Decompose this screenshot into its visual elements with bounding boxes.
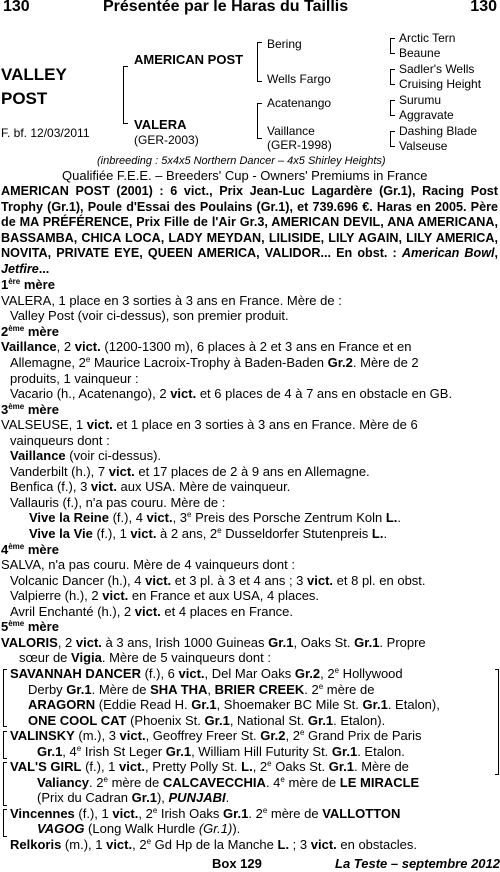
t: , Del Mar Oaks	[204, 665, 295, 681]
t: , National St.	[229, 712, 308, 728]
pedigree-bracket-g3-4	[390, 131, 395, 147]
t: (f.), 1	[74, 805, 113, 821]
sire-text: AMERICAN POST (2001) : 6 vict., Prix Jean-Luc Lagardère (Gr.1), Racing Post Trophy (Gr.1), Poule d'Essai des Poulains (Gr.1), et 739.696 €. Haras en 2005. Père de MA PRÉFÉRENCE, Prix Fille de l'Air Gr.3, AMERICAN DEVIL, ANA AMERICANA, BASSAMBA, CHICA LOCA, LADY MEYDAN, LILISIDE, LILY AGAIN, LILY AMERICA, NOVITA, PRIVATE EYE, QUEEN AMERICA, VALIDOR... En obst. :	[1, 184, 498, 261]
t: , 2	[57, 634, 76, 650]
t: , 2	[320, 665, 335, 681]
vict: vict.	[178, 665, 205, 681]
footer-box: Box 129	[212, 856, 262, 871]
n: SHA THA	[150, 681, 208, 697]
fourth-dam-line: SALVA, n'a pas couru. Mère de 4 vainqueurs dont :	[1, 557, 295, 573]
third-dam-produce-5	[1, 510, 498, 526]
grade: L.	[277, 836, 290, 852]
grade: Gr.1	[66, 681, 92, 697]
pedigree-body	[1, 184, 498, 853]
t: . Mère de	[354, 759, 409, 775]
third-dam-produce-4: Vallauris (f.), n'a pas couru. Mère de :	[10, 494, 226, 510]
t: et 8 pl. en obst.	[333, 572, 426, 588]
fourth-dam-heading	[1, 542, 498, 558]
valsgirl-line-2	[1, 775, 498, 791]
sup: e	[187, 510, 192, 520]
vict: vict.	[307, 572, 334, 588]
t: Valpierre (h.), 2	[10, 588, 103, 604]
t: (f.), 6	[140, 665, 179, 681]
first-dam-produce: Valley Post (voir ci-dessus), son premier produit.	[10, 308, 289, 324]
n: SAVANNAH DANCER	[10, 665, 141, 681]
t: ).	[232, 821, 241, 837]
n: VALINSKY	[10, 728, 75, 744]
heading-text: mère	[20, 277, 55, 293]
grade: L.	[371, 526, 384, 542]
t: Irish St Leger	[81, 743, 166, 759]
vict: vict.	[145, 572, 172, 588]
t: . 2	[89, 774, 104, 790]
n: VAL'S GIRL	[10, 759, 82, 775]
t: , 4	[62, 743, 77, 759]
t: Avril Enchanté (h.), 2	[10, 603, 135, 619]
t: , 3	[172, 510, 188, 526]
t: mère de	[323, 681, 375, 697]
t: Grand Prix de Paris	[304, 728, 422, 744]
t: ),	[156, 790, 169, 806]
t: Gd Hp de la Manche	[151, 836, 278, 852]
t: , 2	[132, 836, 147, 852]
t: , Pretty Polly St.	[145, 759, 242, 775]
pedigree-g3-1: Arctic Tern	[399, 31, 456, 45]
first-dam-heading	[1, 277, 498, 293]
n: Relkoris	[10, 836, 62, 852]
grade: (Gr.1)	[198, 821, 233, 837]
horse-name-line1: VALLEY	[1, 65, 67, 84]
t: (1200-1300 m), 6 places à 2 et 3 ans en France et en	[100, 339, 412, 355]
third-dam-line-2: vainqueurs dont :	[10, 432, 110, 448]
grade: Gr.1	[362, 697, 388, 713]
pedigree-dam-sire: Acatenango	[267, 96, 332, 110]
n: PUNJABI	[168, 790, 226, 806]
n: Valiancy	[37, 774, 90, 790]
t: Maurice Lacroix-Trophy à Baden-Baden	[90, 355, 328, 371]
pedigree-g3-4: Cruising Height	[399, 77, 482, 91]
vict: vict.	[102, 588, 129, 604]
t: , Geoffrey Freer St.	[145, 728, 261, 744]
t: ; 3	[289, 836, 311, 852]
t: Derby	[28, 681, 67, 697]
t: Benfica (f.), 3	[10, 479, 91, 495]
t: ,	[207, 681, 215, 697]
sup: e	[267, 759, 272, 769]
pedigree-g3-7: Dashing Blade	[399, 124, 478, 138]
sire-sep: ,	[494, 246, 498, 261]
first-dam-line: VALERA, 1 place en 3 sorties à 3 ans en France. Mère de :	[1, 292, 342, 308]
pedigree-bracket-g3-3	[390, 100, 395, 116]
sup: e	[85, 355, 91, 365]
vict: vict.	[130, 526, 157, 542]
vict: vict.	[106, 836, 133, 852]
t: Hollywood	[339, 665, 403, 681]
t: , William Hill Futurity St.	[191, 743, 332, 759]
savannah-line-4	[1, 713, 498, 729]
t: à 2 ans, 2	[156, 526, 218, 542]
sire-obst-1: American Bowl	[401, 246, 495, 261]
pedigree-bracket-g3-2	[390, 69, 395, 85]
t: et 1 place en 3 sorties à 3 ans en France. Mère de 6	[112, 417, 418, 433]
grade: Gr.2	[294, 665, 321, 681]
sup: e	[217, 526, 222, 536]
valsgirl-line-3	[1, 790, 498, 806]
grade: Gr.1	[165, 743, 192, 759]
horse-info: F. bf. 12/03/2011	[1, 126, 90, 140]
t: . 2	[248, 805, 263, 821]
pedigree-g3-2: Beaune	[399, 46, 441, 60]
qualification-note: Qualifiée F.E.E. – Breeders' Cup - Owners' Premiums in France	[62, 168, 428, 183]
t: mère de	[284, 774, 340, 790]
n: ONE COOL CAT	[28, 712, 127, 728]
t: (Eddie Read H.	[95, 697, 192, 713]
fourth-dam-produce-1	[1, 573, 498, 589]
second-dam-line	[1, 339, 498, 355]
pedigree-bracket-g3-1	[390, 38, 395, 54]
n: VALORIS	[1, 634, 58, 650]
vict: vict.	[75, 634, 102, 650]
t: , 2	[56, 339, 75, 355]
vincennes-line-2	[1, 821, 498, 837]
page-number-left: 130	[3, 0, 30, 15]
sup: e	[152, 805, 158, 815]
valsgirl-line-1	[1, 759, 498, 775]
t: mère de	[107, 774, 163, 790]
vict: vict.	[310, 836, 337, 852]
vict: vict.	[74, 339, 101, 355]
grade: Gr.1	[268, 634, 294, 650]
t: (Prix du Cadran	[37, 790, 132, 806]
t: (m.), 3	[74, 728, 120, 744]
t: , 2	[252, 759, 268, 775]
t: (f.), 1	[81, 759, 120, 775]
pedigree-g3-3: Sadler's Wells	[399, 62, 475, 76]
vict: vict.	[119, 728, 146, 744]
grade: Gr.1	[223, 805, 249, 821]
t: en France et aux USA, 4 places.	[128, 588, 320, 604]
pedigree-sire-sire: Bering	[267, 37, 302, 51]
t: . Mère de 2	[352, 355, 419, 371]
heading-text: mère	[24, 401, 59, 417]
pedigree-dam-origin: (GER-2003)	[134, 133, 199, 147]
right-bracket	[495, 669, 499, 775]
t: Volcanic Dancer (h.), 4	[10, 572, 146, 588]
fifth-dam-line	[1, 635, 498, 651]
grade: Gr.1	[37, 743, 63, 759]
t: et 4 places en France.	[160, 603, 294, 619]
sup: e	[262, 805, 268, 815]
n: Vive la Reine	[29, 510, 109, 526]
savannah-line-3	[1, 697, 498, 713]
heading-text: mère	[24, 541, 59, 557]
savannah-line-2	[1, 682, 498, 698]
n: LE MIRACLE	[339, 774, 420, 790]
n: VALLOTTON	[322, 805, 401, 821]
sire-obst-2: Jetfire	[1, 261, 39, 276]
t: (voir ci-dessus).	[65, 448, 162, 464]
vict: vict.	[112, 805, 139, 821]
dam-name: Vaillance	[1, 339, 57, 355]
third-dam-line	[1, 417, 498, 433]
pedigree-dam-dam: Vaillance	[267, 124, 315, 138]
n: Vincennes	[10, 805, 75, 821]
n: Vaillance	[10, 448, 66, 464]
pedigree-g3-5: Surumu	[399, 93, 442, 107]
t: (f.), 4	[108, 510, 147, 526]
t: .	[225, 790, 230, 806]
t: en obstacles.	[336, 836, 417, 852]
heading-sup: ème	[8, 541, 25, 551]
t: VALSEUSE, 1	[1, 417, 87, 433]
t: . 2	[304, 681, 319, 697]
t: et 3 pl. à 3 et 4 ans ; 3	[171, 572, 308, 588]
heading-text: mère	[24, 619, 59, 635]
heading-sup: ème	[8, 401, 25, 411]
grade: Gr.1	[331, 743, 358, 759]
vict: vict.	[170, 386, 197, 402]
grade: L.	[385, 510, 398, 526]
t: (Long Walk Hurdle	[84, 821, 199, 837]
t: , 2	[138, 805, 153, 821]
fifth-dam-produce-block	[1, 666, 498, 853]
grade: Gr.1	[307, 712, 334, 728]
n: BRIER CREEK	[214, 681, 305, 697]
t: (m.), 1	[61, 836, 107, 852]
third-dam-heading	[1, 402, 498, 418]
third-dam-produce-1	[1, 448, 498, 464]
grade: Gr.2	[327, 355, 353, 371]
heading-num: 1	[1, 277, 9, 293]
inbreeding-note: (inbreeding : 5x4x5 Northern Dancer – 4x5 Shirley Heights)	[97, 155, 386, 167]
t: Preis des Porsche Zentrum Koln	[191, 510, 386, 526]
vict: vict.	[146, 510, 173, 526]
t: . Mère de 5 vainqueurs dont :	[101, 650, 271, 666]
pedigree-bracket-sire	[257, 42, 262, 82]
t: . Propre	[379, 634, 426, 650]
pedigree-g3-8: Valseuse	[399, 139, 448, 153]
t: .	[383, 526, 388, 542]
t: Vanderbilt (h.), 7	[10, 463, 109, 479]
sup: e	[76, 743, 82, 753]
fourth-dam-produce-2	[1, 588, 498, 604]
fifth-dam-heading	[1, 619, 498, 635]
vict: vict.	[86, 417, 113, 433]
page-title: Présentée par le Haras du Taillis	[103, 0, 349, 15]
pedigree-bracket-main	[123, 66, 128, 124]
sire-ellipsis: ...	[38, 261, 50, 276]
t: . 4	[265, 774, 281, 790]
fifth-dam-line-2	[1, 650, 498, 666]
n: VAGOG	[37, 821, 85, 837]
n: Vive la Vie	[29, 526, 93, 542]
heading-num: 5	[1, 619, 9, 635]
t: aux USA. Mère de vainqueur.	[116, 479, 291, 495]
heading-sup: ème	[8, 619, 25, 629]
page-number-right: 130	[470, 0, 497, 15]
third-dam-produce-2	[1, 464, 498, 480]
heading-sup: ère	[8, 277, 21, 287]
t: Dusseldorfer Stutenpreis	[221, 526, 372, 542]
valsgirl-bracket	[3, 762, 7, 806]
heading-num: 3	[1, 401, 9, 417]
footer-venue-date: La Teste – septembre 2012	[335, 856, 500, 871]
vict: vict.	[108, 463, 135, 479]
vict: vict.	[90, 479, 117, 495]
sup: e	[103, 774, 108, 784]
third-dam-produce-3	[1, 479, 498, 495]
t: (Phoenix St.	[126, 712, 205, 728]
second-dam-line-2	[1, 355, 498, 371]
t: Irish Oaks	[157, 805, 224, 821]
t: mère de	[267, 805, 323, 821]
second-dam-heading	[1, 324, 498, 340]
t: . Etalon),	[387, 697, 440, 713]
vict: vict.	[134, 603, 161, 619]
t: et 6 places de 4 à 7 ans en obstacle en GB.	[196, 386, 453, 402]
sup: e	[318, 681, 324, 691]
sup: e	[299, 728, 305, 738]
heading-sup: ème	[8, 323, 25, 333]
t: .	[397, 510, 402, 526]
t: , 2	[285, 728, 300, 744]
sire-paragraph	[1, 184, 498, 277]
t: et 17 places de 2 à 9 ans en Allemagne.	[134, 463, 370, 479]
vincennes-line-1	[1, 806, 498, 822]
t: à 3 ans, Irish 1000 Guineas	[101, 634, 269, 650]
sup: e	[334, 665, 340, 675]
t: . Etalon.	[357, 743, 405, 759]
t: sœur de	[19, 650, 72, 666]
sup: e	[280, 774, 285, 784]
heading-text: mère	[24, 323, 59, 339]
pedigree-sire: AMERICAN POST	[134, 52, 244, 67]
second-dam-produce	[1, 386, 498, 402]
pedigree-g3-6: Aggravate	[399, 108, 454, 122]
horse-name-line2: POST	[1, 89, 48, 108]
third-dam-produce-6	[1, 526, 498, 542]
second-dam-line-3: produits, 1 vainqueur :	[10, 370, 139, 386]
valinsky-bracket	[3, 731, 7, 759]
t: (f.), 1	[92, 526, 131, 542]
grade: Gr.2	[260, 728, 286, 744]
t: Oaks St.	[271, 759, 329, 775]
pedigree-dam-dam-origin: (GER-1998)	[267, 138, 332, 152]
relkoris-line	[1, 837, 498, 853]
grade: Gr.1	[131, 790, 157, 806]
vincennes-bracket	[3, 809, 7, 837]
valinsky-line-2	[1, 744, 498, 760]
n: CALCAVECCHIA	[162, 774, 266, 790]
valinsky-line-1	[1, 728, 498, 744]
pedigree-bracket-dam	[257, 103, 262, 139]
t: Vacario (h., Acatenango), 2	[10, 386, 171, 402]
t: . Etalon).	[333, 712, 386, 728]
grade: Gr.1	[191, 697, 217, 713]
pedigree-sire-dam: Wells Fargo	[267, 72, 331, 86]
t: , Shoemaker BC Mile St.	[216, 697, 363, 713]
fourth-dam-produce-3	[1, 604, 498, 620]
savannah-bracket	[3, 669, 7, 727]
grade: Gr.1	[204, 712, 230, 728]
savannah-line-1	[1, 666, 498, 682]
t: . Mère de	[91, 681, 151, 697]
heading-num: 2	[1, 323, 9, 339]
grade: Gr.1	[328, 759, 354, 775]
vict: vict.	[119, 759, 146, 775]
pedigree-dam: VALERA	[134, 117, 187, 132]
n: Vigia	[71, 650, 102, 666]
sup: e	[146, 836, 152, 846]
grade: Gr.1	[354, 634, 380, 650]
t: Allemagne, 2	[10, 355, 86, 371]
t: , Oaks St.	[293, 634, 355, 650]
heading-num: 4	[1, 541, 9, 557]
n: ARAGORN	[28, 697, 96, 713]
grade: L.	[241, 759, 253, 775]
